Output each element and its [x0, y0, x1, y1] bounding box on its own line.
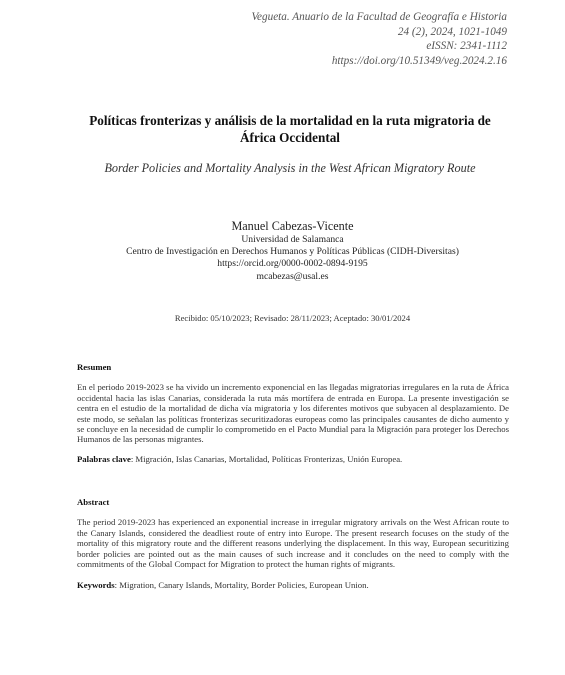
- author-orcid[interactable]: https://orcid.org/0000-0002-0894-9195: [217, 258, 368, 270]
- submission-dates: Recibido: 05/10/2023; Revisado: 28/11/2023; Aceptado: 30/01/2024: [174, 313, 411, 323]
- journal-name: Vegueta. Anuario de la Facultad de Geografía e Historia: [251, 11, 507, 23]
- abstract-section: [77, 497, 509, 591]
- author-center: Centro de Investigación en Derechos Humanos y Políticas Públicas (CIDH-Diversitas): [126, 246, 459, 258]
- resumen-keywords-label: Palabras clave: [77, 453, 131, 464]
- journal-doi[interactable]: https://doi.org/10.51349/veg.2024.2.16: [331, 54, 507, 67]
- abstract-heading: Abstract: [77, 497, 110, 507]
- resumen-keywords-list: : Migración, Islas Canarias, Mortalidad, Políticas Fronterizas, Unión Europea.: [130, 453, 403, 464]
- paper-title: Políticas fronterizas y análisis de la mortalidad en la ruta migratoria de África Occidental: [89, 113, 491, 145]
- journal-header: [107, 10, 507, 68]
- paper-title-english: Border Policies and Mortality Analysis in the West African Migratory Route: [104, 161, 476, 175]
- journal-volume: 24 (2), 2024, 1021-1049: [397, 25, 507, 38]
- resumen-heading: Resumen: [77, 362, 112, 372]
- resumen-keywords: [77, 454, 509, 464]
- author-university: Universidad de Salamanca: [241, 234, 344, 245]
- journal-issn: eISSN: 2341-1112: [426, 40, 507, 53]
- abstract-text: The period 2019-2023 has experienced an exponential increase in irregular migratory arrivals on the West African route to the Canary Islands, considered the deadliest route of entry into Europe. The present research focuses on the study of the mortality of this migratory route and the different reasons underlying the displacement. In this way, European securitizing border policies are pointed out as the main causes of such increase and it concludes on the need to comply with the commitments of the Global Compact for Migration to protect the human rights of migrants.: [77, 517, 509, 570]
- abstract-keywords-label: Keywords: [77, 580, 115, 591]
- resumen-section: [77, 362, 509, 464]
- author-block: [60, 219, 525, 283]
- author-name: Manuel Cabezas-Vicente: [231, 219, 354, 233]
- author-email[interactable]: mcabezas@usal.es: [256, 270, 329, 282]
- resumen-text: En el periodo 2019-2023 se ha vivido un incremento exponencial en las llegadas migratorias irregulares en la ruta de África occidental hacia las islas Canarias, considerada la ruta más mortífera de entrada en Europa. La presente investigación se centra en el estudio de la mortalidad de dicha vía migratoria y los diferentes motivos que subyacen al desplazamiento. De este modo, se señalan las políticas fronterizas securitizadoras europeas como las principales causantes de dicho aumento y se concluye en la necesidad de cumplir lo comprometido en el Pacto Mundial para la Migración para proteger los Derechos Humanos de las personas migrantes.: [77, 382, 509, 445]
- abstract-keywords-list: : Migration, Canary Islands, Mortality, Border Policies, European Union.: [114, 580, 369, 591]
- abstract-keywords: [77, 580, 509, 590]
